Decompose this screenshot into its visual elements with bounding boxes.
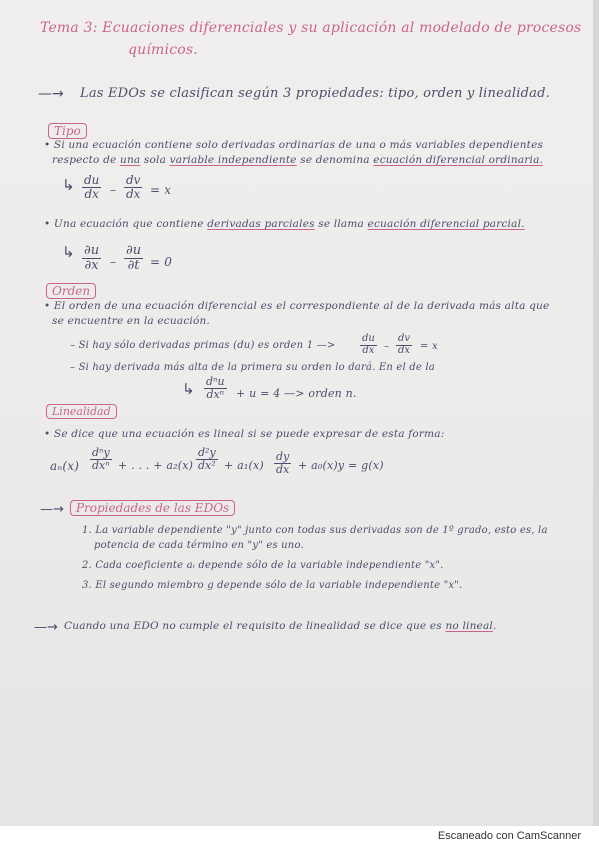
section-heading-propiedades: Propiedades de las EDOs: [70, 500, 235, 516]
prop-2: 2. Cada coeficiente aᵢ depende sólo de la variable independiente "x".: [82, 560, 444, 571]
page-title-line2: químicos.: [128, 42, 198, 58]
orden-sub1: – Si hay sólo derivadas primas (du) es orden 1 —>: [70, 340, 336, 351]
eq2-rhs: = 0: [150, 255, 173, 269]
section-heading-linealidad: Linealidad: [46, 404, 117, 419]
lin-eq-fraction1: dⁿy dxⁿ: [92, 446, 110, 472]
eq1-fraction2: $\frac{dv}{dx}$: [126, 173, 141, 201]
tipo-bullet1-line2: respecto de una sola variable independiente se denomina ecuación diferencial ordinaria.: [52, 154, 544, 166]
eq2-arrow-icon: ↳: [62, 243, 75, 261]
orden-sub1-fraction1: $\frac{du}{dx}$: [362, 333, 375, 356]
section-heading-orden: Orden: [46, 283, 96, 299]
orden-sub1-rhs: = x: [420, 341, 438, 352]
intro-text: Las EDOs se clasifican según 3 propiedades: tipo, orden y linealidad.: [80, 86, 550, 101]
orden-sub2: – Si hay derivada más alta de la primera su orden lo dará. En el de la: [70, 362, 435, 373]
linealidad-bullet1: • Se dice que una ecuación es lineal si se puede expresar de esta forma:: [44, 428, 445, 440]
eq2-fraction2: $\frac{\partial u}{\partial t}$: [126, 243, 142, 273]
conclusion-arrow-icon: —→: [34, 620, 58, 635]
props-arrow-icon: —→: [40, 502, 64, 517]
eq3-fraction: dⁿu dxⁿ: [206, 375, 225, 401]
prop-1-line1: 1. La variable dependiente "y" junto con todas sus derivadas son de 1º grado, esto es, la: [82, 525, 548, 536]
eq2-fraction1: $\frac{\partial u}{\partial x}$: [84, 243, 100, 273]
page-title-line1: Tema 3: Ecuaciones diferenciales y su aplicación al modelado de procesos: [40, 20, 582, 36]
lin-eq-fraction3: $\frac{dy}{dx}$: [276, 450, 290, 476]
orden-bullet1-line1: • El orden de una ecuación diferencial es el correspondiente al de la derivada más alta que: [44, 300, 550, 312]
prop-3: 3. El segundo miembro g depende sólo de la variable independiente "x".: [82, 580, 463, 591]
lin-eq-term4: + a₀(x)y = g(x): [298, 459, 384, 472]
lin-eq-term1: aₙ(x): [50, 459, 80, 473]
eq3-rhs: + u = 4 —> orden n.: [236, 387, 357, 400]
orden-bullet1-line2: se encuentre en la ecuación.: [52, 315, 210, 327]
page-edge-shadow: [593, 0, 599, 826]
prop-1-line2: potencia de cada término en "y" es uno.: [94, 540, 304, 551]
scanner-watermark: Escaneado con CamScanner: [437, 830, 581, 842]
eq1-minus: –: [110, 183, 117, 197]
conclusion-text: Cuando una EDO no cumple el requisito de linealidad se dice que es no lineal.: [64, 620, 497, 632]
eq1-arrow-icon: ↳: [62, 176, 75, 194]
lin-eq-fraction2: $\frac{\text{d²y}}{\text{dx²}}$: [198, 446, 216, 472]
lin-eq-dots: + . . . + a₂(x): [118, 459, 194, 472]
eq2-minus: –: [110, 255, 117, 269]
tipo-bullet1-line1: • Si una ecuación contiene solo derivadas ordinarias de una o más variables dependientes: [44, 139, 544, 151]
eq3-arrow-icon: ↳: [182, 380, 195, 398]
orden-sub1-minus: –: [384, 341, 390, 352]
eq1-rhs: = x: [150, 183, 172, 197]
tipo-bullet2: • Una ecuación que contiene derivadas parciales se llama ecuación diferencial parcial.: [44, 218, 525, 230]
intro-arrow-icon: —→: [38, 86, 64, 102]
orden-sub1-fraction2: $\frac{dv}{dx}$: [398, 333, 411, 356]
section-heading-tipo: Tipo: [48, 123, 87, 139]
eq1-fraction1: $\frac{du}{dx}$: [84, 173, 100, 201]
lin-eq-term3: + a₁(x): [224, 459, 264, 472]
